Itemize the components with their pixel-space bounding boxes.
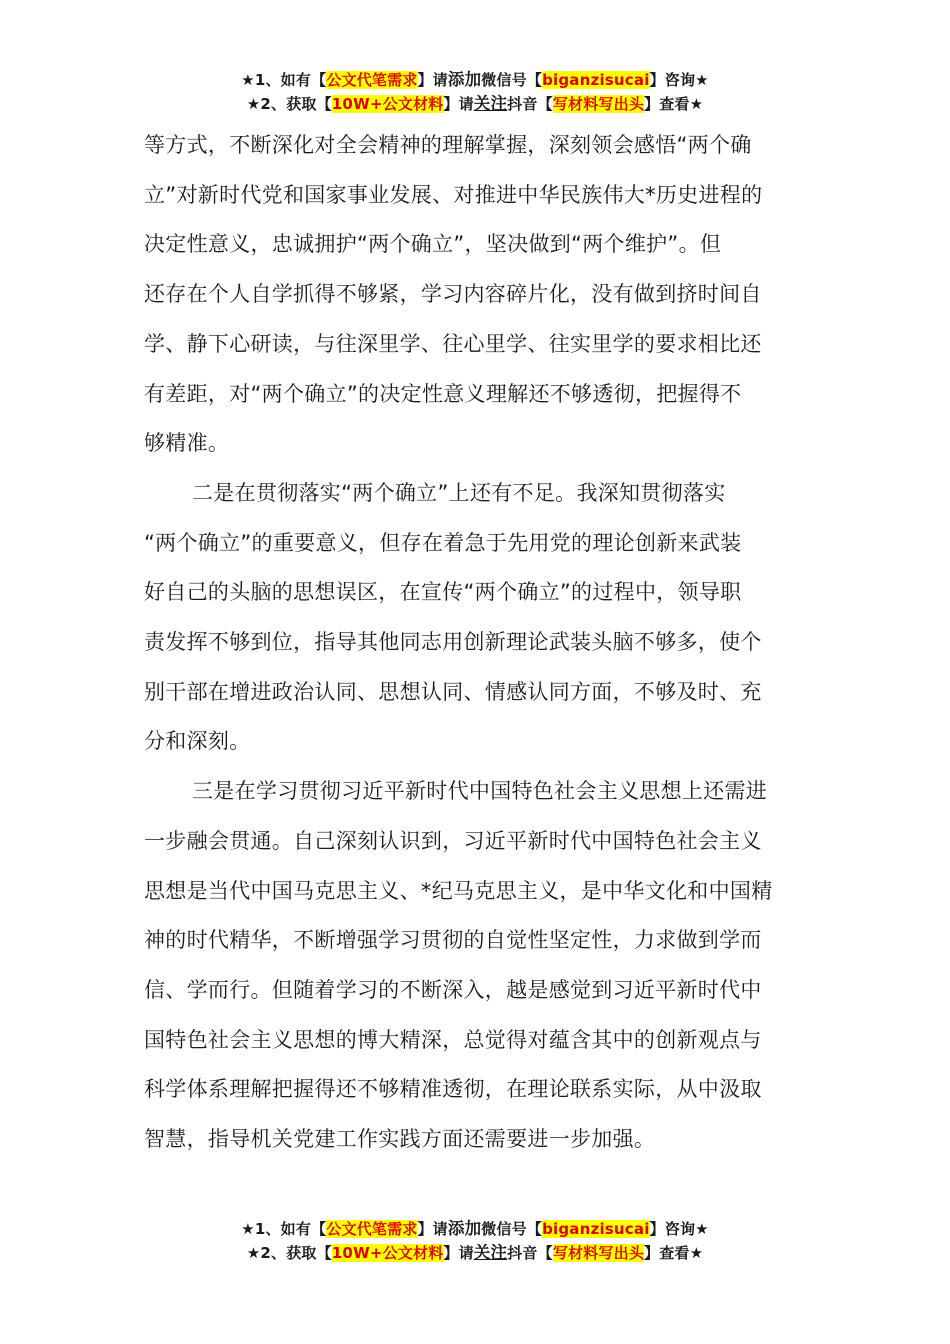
text-line: 还存在个人自学抓得不够紧，学习内容碎片化，没有做到挤时间自: [144, 282, 762, 307]
banner-emphasis: 关注: [473, 94, 508, 113]
banner-text: 微信号【: [481, 71, 543, 89]
text-line: 够精准。: [144, 431, 230, 456]
document-body: [144, 121, 806, 1165]
banner-text: 抖音【: [507, 1244, 553, 1262]
text-line: 好自己的头脑的思想误区，在宣传“两个确立”的过程中，领导职: [144, 580, 742, 605]
paragraph-3: [144, 767, 806, 1165]
header-banner: [0, 68, 950, 116]
footer-line-2: [0, 1241, 950, 1265]
banner-text: 微信号【: [481, 1220, 543, 1238]
highlight-douyin-account: 写材料写出头: [552, 1244, 645, 1262]
banner-emphasis: 关注: [473, 1243, 508, 1262]
star-icon: ★: [241, 71, 255, 89]
text-line: 三是在学习贯彻习近平新时代中国特色社会主义思想上还需进: [192, 779, 768, 804]
banner-emphasis: 添加: [447, 70, 482, 89]
highlight-materials: 10W+公文材料: [331, 95, 444, 113]
banner-text: 】请: [417, 71, 448, 89]
star-icon: ★: [689, 95, 704, 113]
highlight-materials: 10W+公文材料: [331, 1244, 444, 1262]
banner-text: 】查看: [644, 95, 690, 113]
text-line: 思想是当代中国马克思主义、*纪马克思主义，是中华文化和中国精: [144, 878, 773, 903]
text-line: 责发挥不够到位，指导其他同志用创新理论武装头脑不够多，使个: [144, 630, 762, 655]
banner-text: 1、如有【: [254, 1220, 327, 1238]
footer-banner: [0, 1217, 950, 1265]
banner-text: 2、获取【: [260, 95, 332, 113]
text-line: 等方式，不断深化对全会精神的理解掌握，深刻领会感悟“两个确: [144, 133, 752, 157]
text-line: 二是在贯彻落实“两个确立”上还有不足。我深知贯彻落实: [192, 480, 726, 505]
banner-text: 】请: [443, 1244, 474, 1262]
star-icon: ★: [689, 1244, 704, 1262]
header-line-2: [0, 92, 950, 116]
text-line: 别干部在增进政治认同、思想认同、情感认同方面，不够及时、充: [144, 679, 762, 704]
highlight-douyin-account: 写材料写出头: [552, 95, 645, 113]
text-line: 一步融会贯通。自己深刻认识到，习近平新时代中国特色社会主义: [144, 828, 762, 853]
text-line: 科学体系理解把握得还不够精准透彻，在理论联系实际，从中汲取: [144, 1077, 762, 1102]
highlight-service: 公文代笔需求: [326, 71, 418, 89]
star-icon: ★: [246, 95, 261, 113]
banner-text: 1、如有【: [254, 71, 327, 89]
banner-text: 】请: [417, 1220, 448, 1238]
highlight-service: 公文代笔需求: [326, 1220, 418, 1238]
footer-line-1: [0, 1217, 950, 1241]
star-icon: ★: [695, 1220, 709, 1238]
text-line: 学、静下心研读，与往深里学、往心里学、往实里学的要求相比还: [144, 331, 762, 356]
text-line: 有差距，对“两个确立”的决定性意义理解还不够透彻，把握得不: [144, 381, 742, 406]
banner-text: 抖音【: [507, 95, 553, 113]
banner-text: 】查看: [644, 1244, 690, 1262]
star-icon: ★: [241, 1220, 255, 1238]
banner-text: 2、获取【: [260, 1244, 332, 1262]
highlight-wechat-id: biganzisucai: [542, 1220, 650, 1238]
banner-emphasis: 添加: [447, 1219, 482, 1238]
banner-text: 】咨询: [649, 71, 696, 89]
highlight-wechat-id: biganzisucai: [542, 71, 650, 89]
header-line-1: [0, 68, 950, 92]
paragraph-1: [144, 121, 806, 469]
text-line: 信、学而行。但随着学习的不断深入，越是感觉到习近平新时代中: [144, 977, 762, 1002]
text-line: “两个确立”的重要意义，但存在着急于先用党的理论创新来武装: [144, 530, 742, 555]
text-line: 国特色社会主义思想的博大精深，总觉得对蕴含其中的创新观点与: [144, 1027, 762, 1052]
banner-text: 】请: [443, 95, 474, 113]
star-icon: ★: [246, 1244, 261, 1262]
text-line: 神的时代精华，不断增强学习贯彻的自觉性坚定性，力求做到学而: [144, 928, 762, 953]
text-line: 决定性意义，忠诚拥护“两个确立”，坚决做到“两个维护”。但: [144, 232, 722, 257]
text-line: 分和深刻。: [144, 729, 251, 754]
banner-text: 】咨询: [649, 1220, 696, 1238]
text-line: 智慧，指导机关党建工作实践方面还需要进一步加强。: [144, 1127, 656, 1152]
text-line: 立”对新时代党和国家事业发展、对推进中华民族伟大*历史进程的: [144, 182, 763, 207]
star-icon: ★: [695, 71, 709, 89]
paragraph-2: [144, 469, 806, 767]
